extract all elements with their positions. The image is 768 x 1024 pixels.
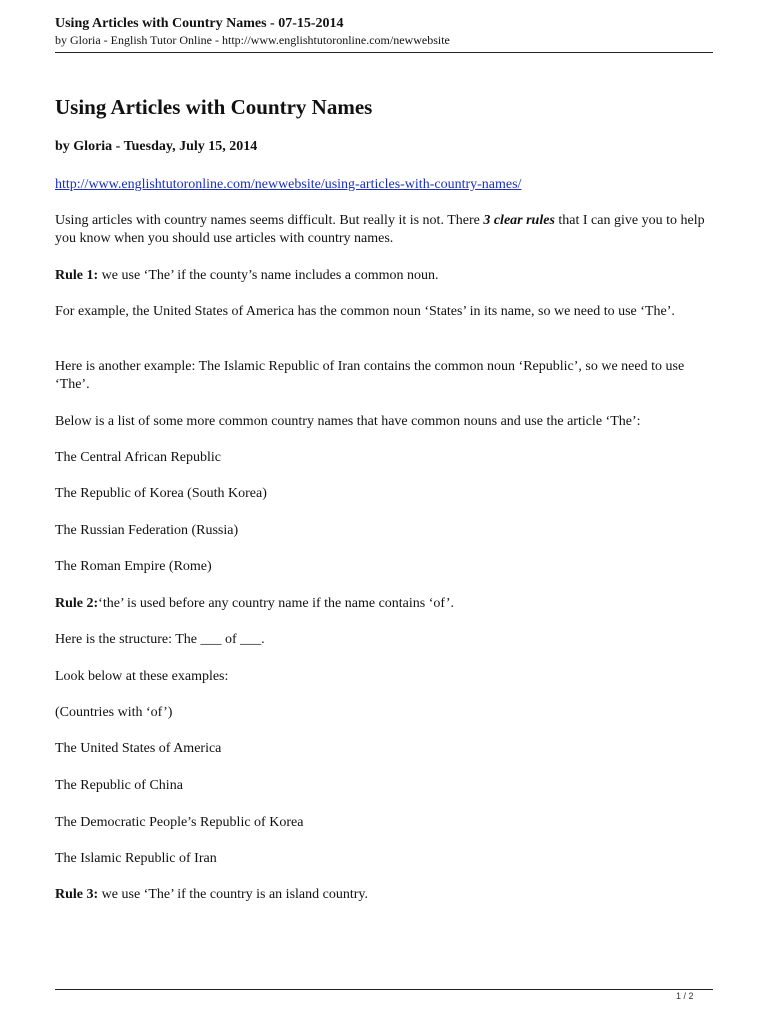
list-item: The Central African Republic <box>55 450 221 465</box>
article-byline: by Gloria - Tuesday, July 15, 2014 <box>55 139 258 154</box>
example1-paragraph: For example, the United States of America has the common noun ‘States’ in its name, so we need to use ‘The’. <box>55 304 675 319</box>
header-divider <box>55 52 713 53</box>
rule2-paragraph <box>55 595 713 613</box>
intro-paragraph <box>55 212 713 248</box>
footer-divider <box>55 989 713 990</box>
list-item: The Islamic Republic of Iran <box>55 851 217 866</box>
list-item: The Republic of Korea (South Korea) <box>55 486 267 501</box>
rule2-text: ‘the’ is used before any country name if the name contains ‘of’. <box>98 596 454 611</box>
intro-emphasis: 3 clear rules <box>483 213 555 228</box>
intro-text-part2: that I can give you to help you know when you should use articles with country names. <box>55 213 705 246</box>
list-item: The Democratic People’s Republic of Korea <box>55 815 304 830</box>
page-header <box>55 15 713 48</box>
article-title: Using Articles with Country Names <box>55 95 373 119</box>
list-item: The United States of America <box>55 741 222 756</box>
header-title: Using Articles with Country Names - 07-15-2014 <box>55 16 344 31</box>
list-item: The Russian Federation (Russia) <box>55 523 239 538</box>
article-url-link[interactable]: http://www.englishtutoronline.com/newwebsite/using-articles-with-country-names/ <box>55 177 522 192</box>
rule3-label: Rule 3: <box>55 887 99 902</box>
rule1-label: Rule 1: <box>55 268 99 283</box>
article-url-paragraph <box>55 176 713 194</box>
rule1-text: we use ‘The’ if the county’s name includes a common noun. <box>98 268 439 283</box>
countries-with-of-paragraph: (Countries with ‘of’) <box>55 705 173 720</box>
page-number: 1 / 2 <box>676 991 694 1001</box>
look-below-paragraph: Look below at these examples: <box>55 669 229 684</box>
rule1-paragraph <box>55 267 713 285</box>
structure-paragraph: Here is the structure: The ___ of ___. <box>55 632 265 647</box>
rule3-paragraph <box>55 886 713 904</box>
list-item: The Republic of China <box>55 778 183 793</box>
list-intro-paragraph: Below is a list of some more common country names that have common nouns and use the article ‘The’: <box>55 414 641 429</box>
article-body <box>55 93 713 902</box>
list-item: The Roman Empire (Rome) <box>55 559 212 574</box>
rule2-label: Rule 2: <box>55 596 99 611</box>
rule3-text: we use ‘The’ if the country is an island country. <box>98 887 368 902</box>
intro-text-part1: Using articles with country names seems difficult. But really it is not. There <box>55 213 484 228</box>
header-subtitle: by Gloria - English Tutor Online - http://www.englishtutoronline.com/newwebsite <box>55 33 450 47</box>
example2-paragraph: Here is another example: The Islamic Republic of Iran contains the common noun ‘Republic’, so we need to use ‘The’. <box>55 359 685 392</box>
